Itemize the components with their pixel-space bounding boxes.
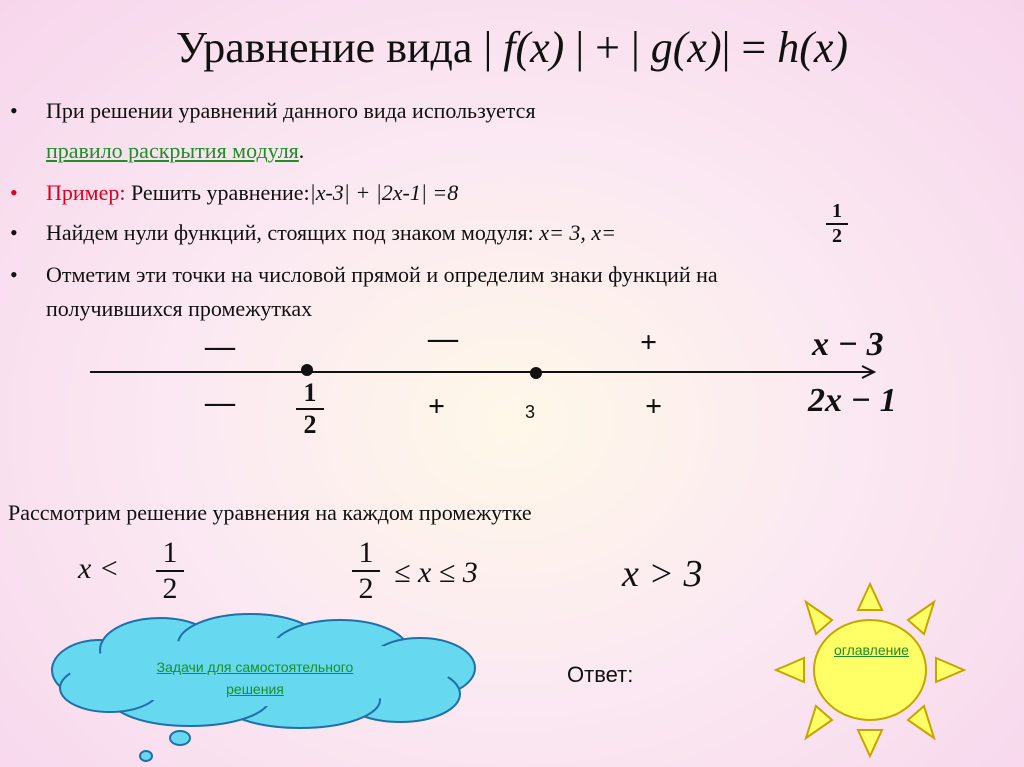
answer-label: Ответ: (567, 662, 634, 687)
sun-shape (770, 580, 970, 760)
sign-r2-i1: — (205, 386, 235, 419)
bullet-marker: • (10, 262, 18, 287)
title-eq: = (741, 23, 767, 72)
sign-r1-i2: — (428, 322, 458, 355)
title-plus: + (595, 23, 620, 72)
interval-1-fraction: 1 2 (156, 536, 184, 606)
sign-r2-i3: + (645, 390, 663, 423)
bullet-4-line1: Отметим эти точки на числовой прямой и определим знаки функций на (46, 262, 718, 287)
point-half (301, 364, 313, 376)
interval-1-lhs: x < (78, 552, 120, 585)
bullet-4-line2: получившихся промежутках (46, 296, 313, 321)
example-equation: |x-3| + |2x-1| =8 (309, 180, 459, 205)
tasks-link[interactable]: Задачи для самостоятельного решения (156, 659, 354, 697)
example-label: Пример (46, 180, 120, 205)
bullet-marker: • (10, 98, 18, 123)
sign-r1-i3: + (640, 326, 658, 359)
bullet-1-line1: При решении уравнений данного вида используется (46, 98, 536, 123)
point-three (530, 367, 542, 379)
bullet-1-line2: правило раскрытия модуля. (46, 138, 305, 163)
interval-2-rhs: ≤ x ≤ 3 (394, 556, 478, 589)
page-title: Уравнение вида | f(x) | + | g(x)| = h(x) (175, 23, 849, 72)
bullet-3: Найдем нули функций, стоящих под знаком модуля: x= 3, x= (46, 220, 616, 245)
contents-link[interactable]: оглавление (834, 642, 909, 658)
interval-3: x > 3 (622, 553, 703, 595)
sign-r1-i1: — (205, 330, 235, 363)
bullet-2: Пример: Решить уравнение:|x-3| + |2x-1| =8 (46, 180, 459, 205)
point-three-label: 3 (525, 402, 536, 422)
consider-text: Рассмотрим решение уравнения на каждом промежутке (8, 500, 532, 525)
title-lead: Уравнение вида (175, 23, 473, 72)
bullet-marker: • (10, 220, 18, 245)
title-g: g(x) (650, 23, 722, 72)
label-2x-minus-1: 2x − 1 (808, 382, 897, 419)
sign-r2-i2: + (428, 390, 446, 423)
module-rule-link[interactable]: правило раскрытия модуля (46, 138, 299, 163)
title-h: h(x) (777, 23, 849, 72)
point-half-label: 1 2 (296, 378, 324, 440)
title-f: f(x) (503, 23, 565, 72)
bullet-marker: • (10, 180, 18, 205)
zero-fraction: 1 2 (826, 200, 848, 248)
interval-2-fraction: 1 2 (352, 536, 380, 606)
label-x-minus-3: x − 3 (812, 326, 884, 363)
